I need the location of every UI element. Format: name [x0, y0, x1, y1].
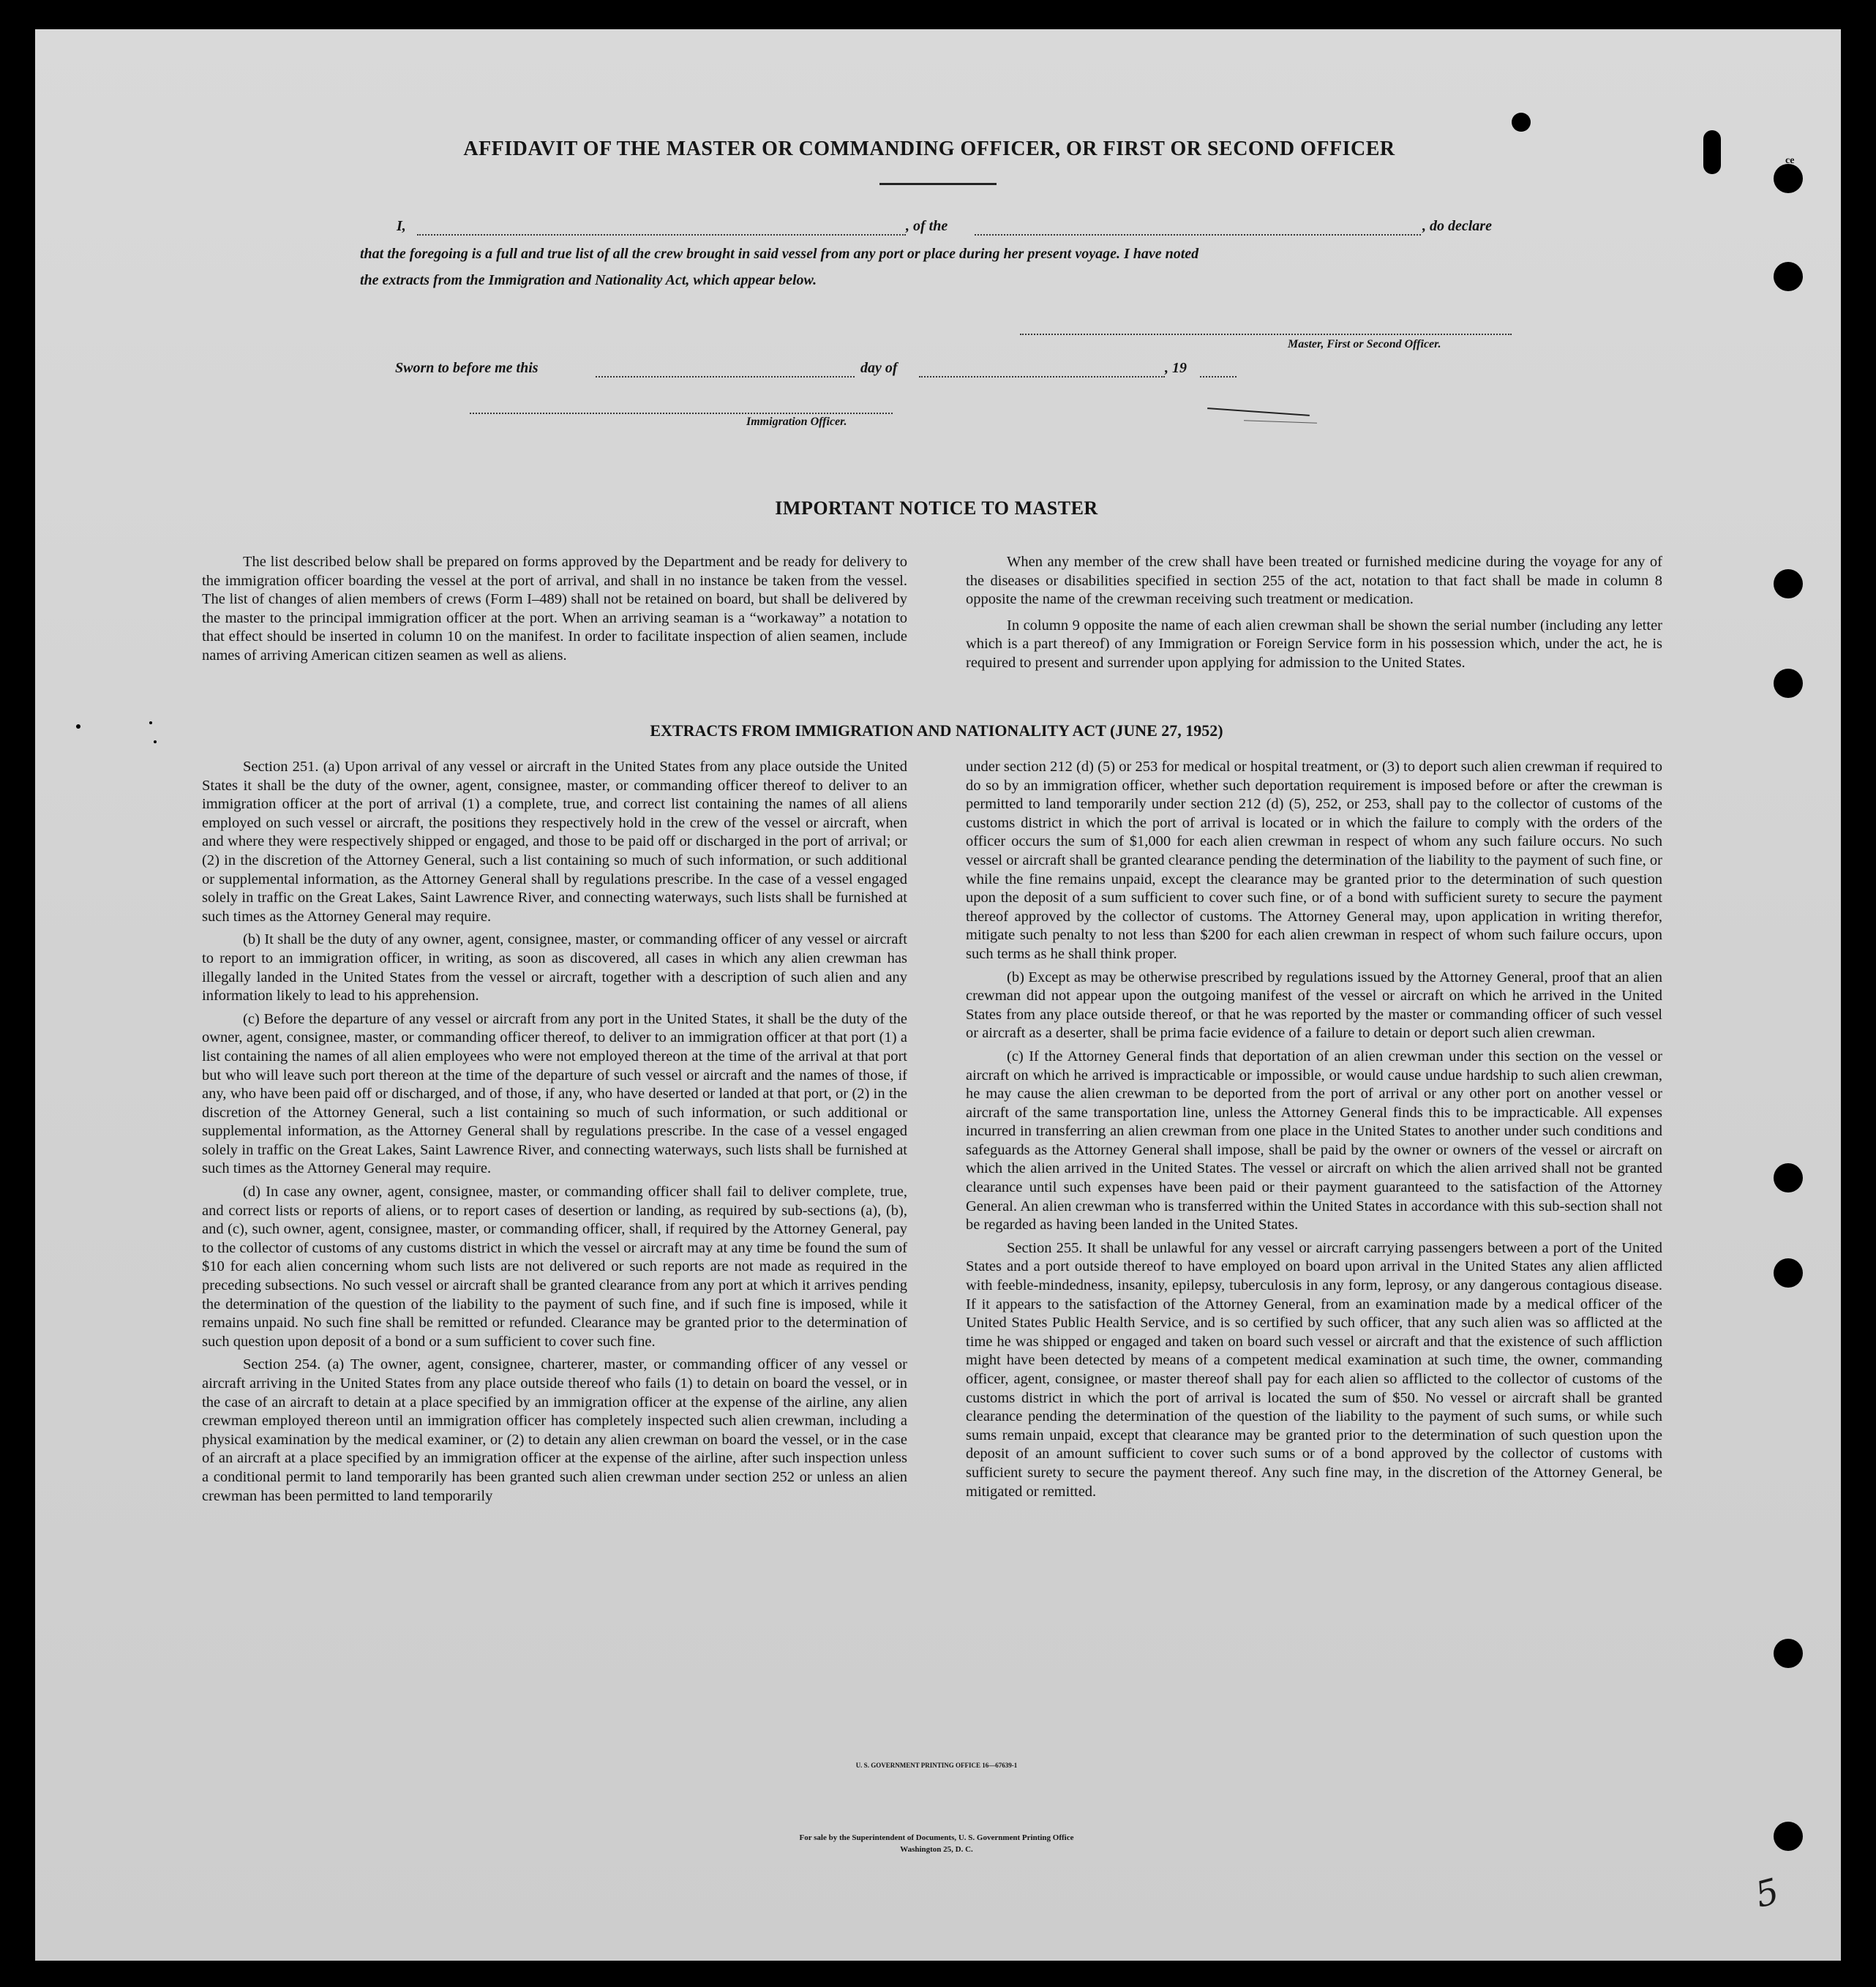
affidavit-title: AFFIDAVIT OF THE MASTER OR COMMANDING OFFICER, OR FIRST OR SECOND OFFICER	[463, 138, 1395, 160]
binder-hole	[1774, 164, 1803, 193]
sale-line-2: Washington 25, D. C.	[900, 1845, 973, 1854]
extracts-left-column	[202, 758, 907, 1510]
binder-hole	[1774, 669, 1803, 698]
master-signature-caption: Master, First or Second Officer.	[1288, 338, 1441, 350]
notice-right-paragraph: When any member of the crew shall have been treated or furnished medicine during the voyage for any of the diseases or disabilities specified in section 255 of the act, notation to that fact shall be made in column 8 opposite the name of the crewman receiving such treatment or medication.	[966, 554, 1662, 608]
notice-title: IMPORTANT NOTICE TO MASTER	[775, 497, 1098, 519]
notice-left-column	[202, 553, 907, 670]
vessel-field[interactable]	[975, 234, 1421, 236]
extract-paragraph: (c) If the Attorney General finds that deportation of an alien crewman under this section on the vessel or aircraft on which he arrived is impracticable or impossible, or would cause undue hardship to such alien crewman, he may cause the alien crewman to be deported from the port of arrival or any other port on another vessel or aircraft of the same transportation line, unless the Attorney General finds this to be impracticable. All expenses incurred in transferring an alien crewman from one place in the United States to another under such conditions and safeguards as the Attorney General shall impose, shall be paid by the owner or owners of the vessel or aircraft on which the alien arrived in the United States. The vessel or aircraft on which the alien arrived shall not be granted clearance until such expenses have been paid or their payment guaranteed to the satisfaction of the Attorney General. An alien crewman who is transferred within the United States in accordance with this sub-section shall not be regarded as having been landed in the United States.	[966, 1048, 1662, 1233]
extract-paragraph: Section 254. (a) The owner, agent, consignee, charterer, master, or commanding officer of any vessel or aircraft arriving in the United States from any place outside thereof who fails (1) to detain on board the vessel, or in the case of an aircraft to detain at a place specified by an immigration officer at the expense of the airline, any alien crewman employed thereon until an immigration officer has completely inspected such alien crewman, including a physical examination by the medical examiner, or (2) to detain any alien crewman on board the vessel, or in the case of an aircraft at a place specified by an immigration officer at the expense of the airline, after such inspection unless a conditional permit to land temporarily has been granted such alien crewman under section 252 or unless an alien crewman has been permitted to land temporarily	[202, 1356, 907, 1504]
notice-right-column	[966, 553, 1662, 677]
officer-signature-field[interactable]	[470, 413, 893, 414]
sworn-year-field[interactable]	[1200, 376, 1237, 378]
binder-hole	[1774, 262, 1803, 291]
extract-paragraph: (c) Before the departure of any vessel or aircraft from any port in the United States, it shall be the duty of the owner, agent, consignee, master, or commanding officer thereof, to deliver to an immigration officer at that port (1) a list containing the names of all alien employees who were not employed thereon at the time of the arrival at that port but who will leave such port thereon at the time of the departure of such vessel or aircraft and the names of those, if any, who have been paid off or discharged, and of those, if any, who have deserted or landed at that port, or (2) in the discretion of the Attorney General, such a list containing so much of such information, or such additional or supplemental information, as the Attorney General shall by regulations prescribe. In the case of a vessel engaged solely in traffic on the Great Lakes, Saint Lawrence River, and connecting waterways, such lists shall be furnished at such times as the Attorney General may require.	[202, 1010, 907, 1177]
do-declare-label: , do declare	[1422, 218, 1492, 234]
binder-hole	[1774, 1163, 1803, 1192]
handwritten-page-number: 5	[1751, 1871, 1784, 1916]
sworn-day-field[interactable]	[596, 376, 855, 378]
title-rule	[879, 183, 997, 185]
extracts-title: EXTRACTS FROM IMMIGRATION AND NATIONALITY ACT (JUNE 27, 1952)	[650, 721, 1223, 740]
sworn-month-field[interactable]	[919, 376, 1165, 378]
binder-hole	[1774, 1639, 1803, 1668]
notice-right-paragraph: In column 9 opposite the name of each alien crewman shall be shown the serial number (including any letter which is a part thereof) of any Immigration or Foreign Service form in his possession which, under the act, he is required to present and surrender upon applying for admission to the United States.	[966, 617, 1662, 671]
extract-paragraph: Section 251. (a) Upon arrival of any vessel or aircraft in the United States from any place outside the United States it shall be the duty of the owner, agent, consignee, master, or commanding officer thereof to deliver to an immigration officer at the port of arrival (1) a complete, true, and correct list containing the names of all aliens employed on such vessel or aircraft, the positions they respectively hold in the crew of the vessel or aircraft, when and where they were respectively shipped or engaged, and those to be paid off or discharged in the port of arrival; or (2) in the discretion of the Attorney General, such a list containing so much of such information, or such additional or supplemental information, as the Attorney General shall by regulations prescribe. In the case of a vessel engaged solely in traffic on the Great Lakes, Saint Lawrence River, and connecting waterways, such lists shall be furnished at such times as the Attorney General may require.	[202, 759, 907, 925]
declaration-line-1: that the foregoing is a full and true list of all the crew brought in said vessel from any port or place during her present voyage. I have noted	[360, 246, 1199, 262]
speck	[76, 724, 80, 729]
extract-paragraph: under section 212 (d) (5) or 253 for medical or hospital treatment, or (3) to deport such alien crewman if required to do so by an immigration officer, whether such deportation requirement is imposed before or after the crewman is permitted to land temporarily under section 212 (d) (5), 252, or 253, shall pay to the collector of customs of the customs district in which the port of arrival is located or in which the failure to comply with the orders of the officer occurs the sum of $1,000 for each alien crewman in respect of whom any such failure occurs. No such vessel or aircraft shall be granted clearance pending the determination of the liability to the payment of such fine, or while the fine remains unpaid, except the clearance may be granted prior to the determination of such question upon the deposit of a sum sufficient to cover such fine, or of a bond with sufficient surety to secure the payment thereof approved by the collector of customs. The Attorney General may, upon application in writing therefor, mitigate such penalty to not less than $200 for each alien crewman in respect of whom such failure occurs, upon such terms as he shall think proper.	[966, 759, 1662, 962]
printer-line: U. S. GOVERNMENT PRINTING OFFICE 16—67639-1	[855, 1762, 1018, 1769]
extract-paragraph: (d) In case any owner, agent, consignee, master, or commanding officer shall fail to deliver complete, true, and correct lists or reports of aliens, or to report cases of desertion or landing, as required by sub-sections (a), (b), and (c), such owner, agent, consignee, master, or commanding officer, shall, if required by the Attorney General, pay to the collector of customs of any customs district in which the vessel or aircraft may at any time be found the sum of $10 for each alien concerning whom such lists are not delivered or such reports are not made as required in the preceding subsections. No such vessel or aircraft shall be granted clearance from any port at which it arrives pending the determination of the question of the liability to the payment of such fine, and if such fine is imposed, while it remains unpaid. No such fine shall be remitted or refunded. Clearance may be granted prior to the determination of such question upon deposit of a bond or a sum sufficient to cover such fine.	[202, 1184, 907, 1350]
i-label: I,	[397, 218, 406, 234]
extract-paragraph: (b) Except as may be otherwise prescribed by regulations issued by the Attorney General, proof that an alien crewman did not appear upon the outgoing manifest of the vessel or aircraft on which he arrived in the United States from any place outside thereof, or that he was reported by the master or commanding officer of such vessel or aircraft as a deserter, shall be prima facie evidence of a failure to detain or deport such alien crewman.	[966, 969, 1662, 1042]
master-signature-field[interactable]	[1020, 334, 1512, 335]
of-the-label: , of the	[906, 218, 948, 234]
name-field[interactable]	[417, 234, 906, 236]
day-of-label: day of	[860, 360, 898, 376]
extracts-right-column	[966, 758, 1662, 1506]
extract-paragraph: Section 255. It shall be unlawful for any vessel or aircraft carrying passengers between a port of the United States and a port outside thereof to have employed on board upon arrival in the United States any alien afflicted with feeble-mindedness, insanity, epilepsy, tuberculosis in any form, leprosy, or any dangerous contagious disease. If it appears to the satisfaction of the Attorney General, from an examination made by a medical officer of the United States Public Health Service, and is so certified by such officer, that any such alien was so afflicted at the time he was shipped or engaged and taken on board such vessel or aircraft and that the existence of such affliction might have been detected by means of a competent medical examination at such time, the owner, commanding officer, agent, consignee, or master thereof shall pay for each alien so afflicted to the collector of customs of the customs district in which the port of arrival is located the sum of $50. No vessel or aircraft shall be granted clearance pending the determination of the question of the liability to the payment of such sums, or while such sums remain unpaid, except that clearance may be granted prior to the determination of such question upon the deposit of an amount sufficient to cover such sums or of a bond approved by the collector of customs with sufficient surety to secure the payment thereof. Any such fine may, in the discretion of the Attorney General, be mitigated or remitted.	[966, 1239, 1662, 1500]
immigration-officer-caption: Immigration Officer.	[746, 416, 847, 428]
corner-mark: ce	[1785, 155, 1795, 166]
sale-line-1: For sale by the Superintendent of Documents, U. S. Government Printing Office	[799, 1833, 1074, 1842]
binder-hole	[1774, 1258, 1803, 1288]
punch-dot	[1703, 130, 1721, 174]
year-label: , 19	[1165, 360, 1187, 376]
punch-dot	[1512, 113, 1531, 132]
speck	[149, 721, 152, 724]
binder-hole	[1774, 569, 1803, 598]
binder-hole	[1774, 1822, 1803, 1851]
declaration-line-2: the extracts from the Immigration and Nationality Act, which appear below.	[360, 272, 817, 288]
speck	[154, 740, 157, 743]
notice-left-paragraph: The list described below shall be prepared on forms approved by the Department and be ready for delivery to the immigration officer boarding the vessel at the port of arrival, and shall in no instance be taken from the vessel. The list of changes of alien members of crews (Form I–489) shall not be retained on board, but shall be delivered by the master to the principal immigration officer at the port. When an arriving seaman is a “workaway” a notation to that effect should be inserted in column 10 on the manifest. In order to facilitate inspection of alien seamen, include names of arriving American citizen seamen as well as aliens.	[202, 554, 907, 664]
sworn-label: Sworn to before me this	[395, 360, 539, 376]
extract-paragraph: (b) It shall be the duty of any owner, agent, consignee, master, or commanding officer of any vessel or aircraft to report to an immigration officer, in writing, as soon as discovered, all cases in which any alien crewman has illegally landed in the United States from the vessel or aircraft, together with a description of such alien and any information likely to lead to his apprehension.	[202, 931, 907, 1004]
